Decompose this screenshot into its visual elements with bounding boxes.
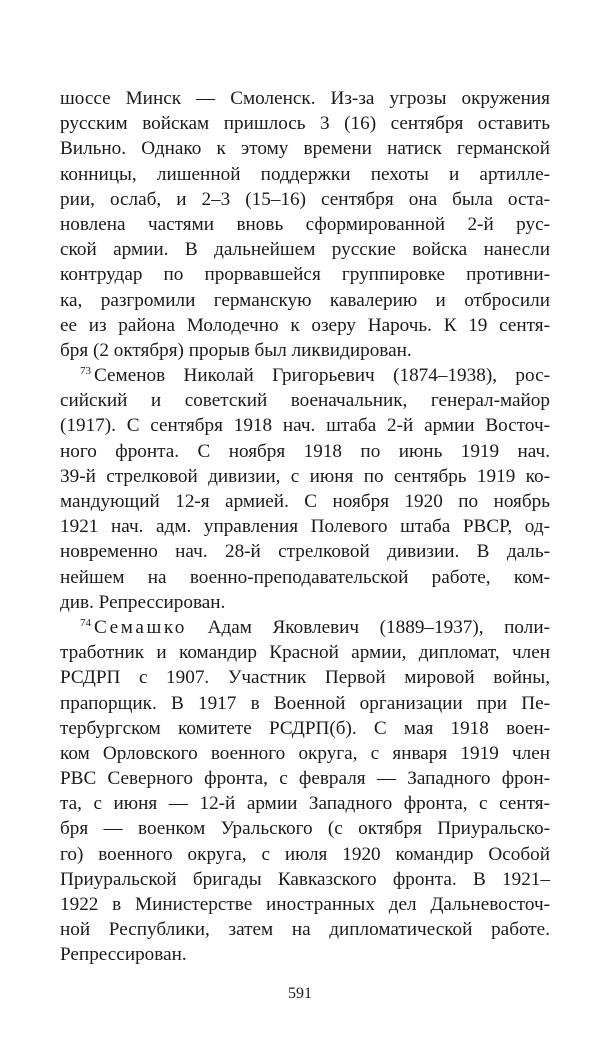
text-line: 39-й стрелковой дивизии, с июня по сентябрь 1919 ко- [60,465,550,487]
text-line: сийский и советский военачальник, генерал-майор [60,390,550,412]
text-line: бря — военком Уральского (с октября Приуральско- [60,818,550,840]
text-line: (1917). С сентября 1918 нач. штаба 2-й армии Восточ- [60,415,550,437]
page-number: 591 [288,985,312,1002]
text-line: 1922 в Министерстве иностранных дел Дальневосточ- [60,894,550,915]
text-line: ного фронта. С ноября 1918 по июнь 1919 нач. [60,440,550,462]
footnote-name-spaced: Семашко [94,616,187,638]
text-line: новременно нач. 28-й стрелковой дивизии. В даль- [60,541,550,563]
footnote-marker: 73 [80,365,91,378]
text-line: ка, разгромили германскую кавалерию и отбросили [60,289,550,311]
text-line: русским войскам пришлось 3 (16) сентября оставить [60,113,550,135]
text-line: ной Республики, затем на дипломатической работе. [60,919,550,941]
text-line: Репрессирован. [60,944,187,966]
text-line: бря (2 октября) прорыв был ликвидирован. [60,339,412,361]
text-line: нейшем на военно-преподавательской работе, ком- [60,566,550,588]
footnote-73 [60,363,550,615]
text-line: го) военного округа, с июля 1920 командир Особой [60,843,550,865]
text-line: новлена частями вновь сформированной 2-й рус- [60,213,550,235]
text-line: контрудар по прорвавшейся группировке противни- [60,264,550,286]
text-line: Вильно. Однако к этому времени натиск германской [60,138,550,160]
text-line: ее из района Молодечно к озеру Нарочь. К 19 сентя- [60,314,550,336]
page-body [60,86,550,968]
text-line: ком Орловского военного округа, с января 1919 член [60,742,550,764]
text-line: 1921 нач. адм. управления Полевого штаба РВСР, од- [60,516,550,538]
paragraph-main-text [60,86,550,363]
text-line: рии, ослаб, и 2–3 (15–16) сентября она была оста- [60,188,550,210]
text-line: РВС Северного фронта, с февраля — Западного фрон- [60,768,550,790]
text-line: тербургском комитете РСДРП(б). С мая 1918 воен- [60,717,550,739]
text-line: шоссе Минск — Смоленск. Из-за угрозы окружения [60,88,550,109]
footnote-text: Семенов Николай Григорьевич (1874–1938), рос- [94,365,550,387]
text-line: див. Репрессирован. [60,591,226,613]
text-line: та, с июня — 12-й армии Западного фронта, с сентя- [60,793,550,815]
footnote-first-line [60,363,550,388]
footnote-74 [60,615,550,968]
text-line: ской армии. В дальнейшем русские войска нанесли [60,239,550,261]
footnote-text: Адам Яковлевич (1889–1937), поли- [187,616,550,638]
footnote-marker: 74 [80,616,91,629]
text-line: Приуральской бригады Кавказского фронта. В 1921– [60,868,550,890]
footnote-first-line [60,615,550,640]
text-line: конницы, лишенной поддержки пехоты и артилле- [60,163,550,185]
text-line: прапорщик. В 1917 в Военной организации при Пе- [60,692,550,714]
text-line: мандующий 12-я армией. С ноября 1920 по ноябрь [60,491,550,512]
text-line: тработник и командир Красной армии, дипломат, член [60,642,550,664]
text-line: РСДРП с 1907. Участник Первой мировой войны, [60,667,550,689]
